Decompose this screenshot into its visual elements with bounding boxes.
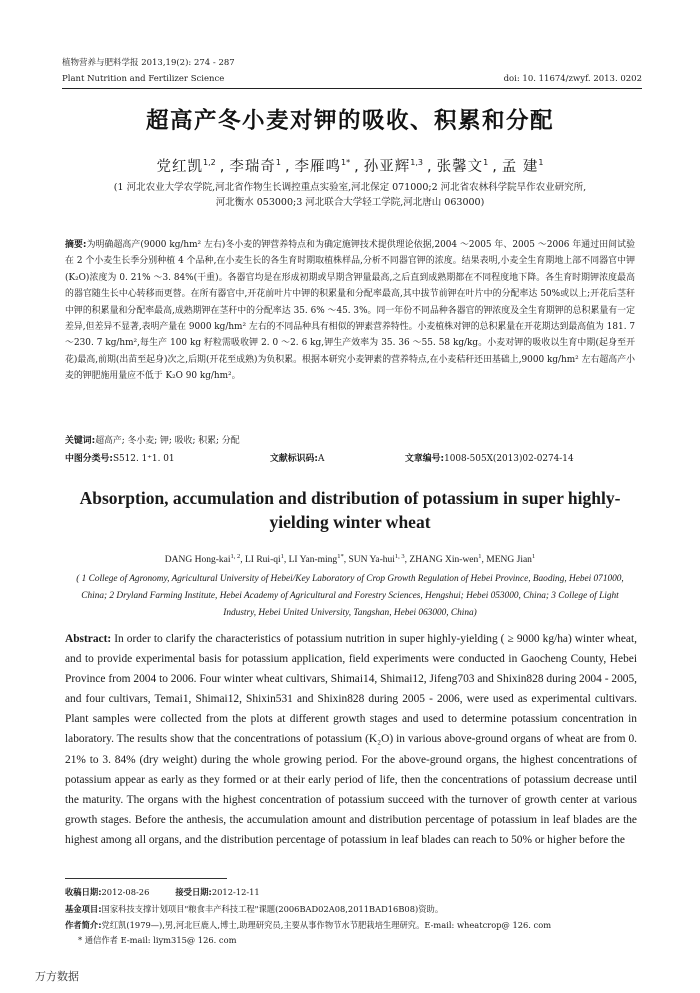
author-en: LI Yan-ming$^{1*}$ [288, 553, 344, 566]
footnote-dates: 收稿日期:2012-08-26 接受日期:2012-12-11 [65, 887, 260, 897]
article-id: 文章编号:1008-505X(2013)02-0274-14 [405, 454, 574, 464]
journal-name-en: Plant Nutrition and Fertilizer Science [62, 74, 225, 84]
received-date: 2012-08-26 [101, 887, 150, 897]
author-en: LI Rui-$qi^1$ [245, 553, 284, 566]
journal-name-cn: 植物营养与肥料学报 2013,19(2): 274 - 287 [62, 58, 235, 68]
author-en: DANG Hong-kai$^{1, 2}$ [164, 553, 241, 566]
affiliation-line: (1 河北农业大学农学院,河北省作物生长调控重点实验室,河北保定 071000;2 河北省农林科学院旱作农业研究所, [113, 182, 587, 193]
abstract-en-label: Abstract: [65, 633, 112, 645]
authors-cn: 党红凯$^{1,2}$ , 李瑞奇$^1$ , 李雁鸣$^{1*}$ , 孙亚辉$^{1,3}$ , 张馨文$^1$ , 孟 建$^1$ [156, 158, 544, 175]
abstract-cn [65, 237, 635, 385]
abstract-cn-text: 为明确超高产(9000 kg/hm² 左右)冬小麦的钾营养特点和为确定施钾技术提供理论依据,2004 ～2005 年、2005 ～2006 年通过田间试验在 2 个小麦生长季分别种植 4 个品种,在小麦生长的各生育时期取植株样品,分析不同器官钾的浓度。结果表明,小麦全生育期地上部不同器官中钾(K₂O)浓度为 0. 21% ～3. 84%(干重)。各器官均是在形成初期或早期含钾量最高,之后直到成熟期都在不同程度地下降。各生育时期钾浓度最高的器官随生长中心转移而更替。在所有器官中,开花前叶片中钾的积累量和分配率最高,其中拔节前钾在叶片中的分配率达 50%或以上;开花后茎秆中钾的积累量和分配率最高,成熟期钾在茎秆中的分配率达 35. 6% ～45. 3%。同一年份不同品种各器官的钾浓度及全生育期钾的总积累量有一定差异,但差异不显著,表明产量在 9000 kg/hm² 左右的不同品种具有相似的钾素营养特性。小麦植株对钾的总积累量在开花期达到最高值为 181. 7 ～230. 7 kg/hm²,每生产 100 kg 籽粒需吸收钾 2. 0 ～2. 6 kg,钾生产效率为 35. 36 ～55. 58 kg/kg。小麦对钾的吸收以生育中期(起身至开花)最高,前期(出苗至起身)次之,后期(开花至成熟)为负积累。根据本研究小麦钾素的营养特点,在小麦秸秆还田基础上,9000 kg/hm² 左右超高产小麦的钾肥施用量应不低于 K₂O 90 kg/hm²。 [65, 240, 635, 382]
footnote-fund: 基金项目:国家科技支撑计划项目"粮食丰产科技工程"课题(2006BAD02A08,2011BAD16B08)资助。 [65, 904, 444, 914]
author-en: ZHANG Xin-wen$^1$ [409, 553, 482, 566]
author-cn: 孙亚辉$^{1,3}$ [363, 158, 423, 175]
footnote-rule [65, 878, 227, 879]
author-cn: 李瑞奇$^1$ [229, 158, 281, 175]
affiliations-cn [80, 180, 620, 210]
author-en: SUN Ya-hui$^{1, 3}$ [348, 553, 405, 566]
keywords-cn-text: 超高产; 冬小麦; 钾; 吸收; 积累; 分配 [95, 436, 240, 446]
keywords-cn [65, 433, 635, 449]
authors-en: DANG Hong-kai$^{1, 2}$, LI Rui-$qi^1$, LI Yan-ming$^{1*}$, SUN Ya-hui$^{1, 3}$, ZHANG Xin-wen$^1$, MENG Jian$^1$ [164, 553, 536, 566]
author-cn: 党红凯$^{1,2}$ [156, 158, 216, 175]
keywords-cn-label: 关键词: [65, 436, 96, 446]
watermark: 万方数据 [35, 970, 79, 983]
abstract-cn-label: 摘要: [65, 240, 87, 250]
title-cn: 超高产冬小麦对钾的吸收、积累和分配 [145, 108, 554, 134]
abstract-en [65, 629, 637, 850]
doi: doi: 10. 11674/zwyf. 2013. 0202 [503, 74, 642, 84]
classification-line [65, 451, 635, 467]
document-code: 文献标识码:A [270, 454, 325, 464]
footnote-corresponding: * 通信作者 E-mail: liym315@ 126. com [78, 935, 237, 945]
author-cn: 李雁鸣$^{1*}$ [294, 158, 351, 175]
title-en: Absorption, accumulation and distribution of potassium in super highly-yielding winter wheat [79, 488, 621, 532]
author-en: MENG Jian$^1$ [486, 553, 536, 566]
abstract-en-text: In order to clarify the characteristics of potassium nutrition in super highly-yielding ( ≥ 9000 kg/ha) winter wheat, and to provide experimental basis for potassium application, field experiments were conducted in Gaocheng County, Hebei Province from 2004 to 2006. Four winter wheat cultivars, Shimai14, Shimai12, Jifeng703 and Shixin828 during 2004 - 2005, and four cultivars, Temai1, Shimai12, Shixin531 and Shixin828 during 2005 - 2006, were used as experimental cultivars. Plant samples were collected from the plots at different growth stages and used to determine potassium concentration in laboratory. The results show that the concentrations of potassium (K₂O) in various above-ground organs of wheat are from 0. 21% to 3. 84% (dry weight) during the whole growing period. For the above-ground organs, the highest concentrations of potassium appear as early as they formed or at their early period of life, then the concentrations of potassium decrease until the maturity. The organs with the highest concentration of potassium succeed with the turnover of growth center at various growth stages. Before the anthesis, the accumulation amount and distribution percentage of potassium in leaf blades are the highest among all organs, and the distribution percentage of potassium in leaf blades can reach to 50% or higher before the [65, 633, 637, 846]
author-cn: 张馨文$^1$ [436, 158, 489, 175]
author-cn: 孟 建$^1$ [501, 158, 544, 175]
affiliations-en: ( 1 College of Agronomy, Agricultural University of Hebei/Key Laboratory of Crop Growth Regulation of Hebei Province, Baoding, Hebei 071000, China; 2 Dryland Farming Institute, Hebei Academy of Agricultural and Forestry Sciences, Hengshui; Hebei 053000, China; 3 College of Light Industry, Hebei United University, Tangshan, Hebei 063000, China) [76, 574, 624, 618]
header-rule [62, 88, 642, 89]
affiliation-line: 河北衡水 053000;3 河北联合大学轻工学院,河北唐山 063000) [215, 197, 485, 208]
accepted-date: 2012-12-11 [211, 887, 260, 897]
footnote-author: 作者简介:党红凯(1979—),男,河北巨鹿人,博士,助理研究员,主要从事作物节水节肥栽培生理研究。E-mail: wheatcrop@ 126. com [65, 920, 552, 930]
clc-number: 中图分类号:S512. 1⁺1. 01 [65, 454, 175, 464]
